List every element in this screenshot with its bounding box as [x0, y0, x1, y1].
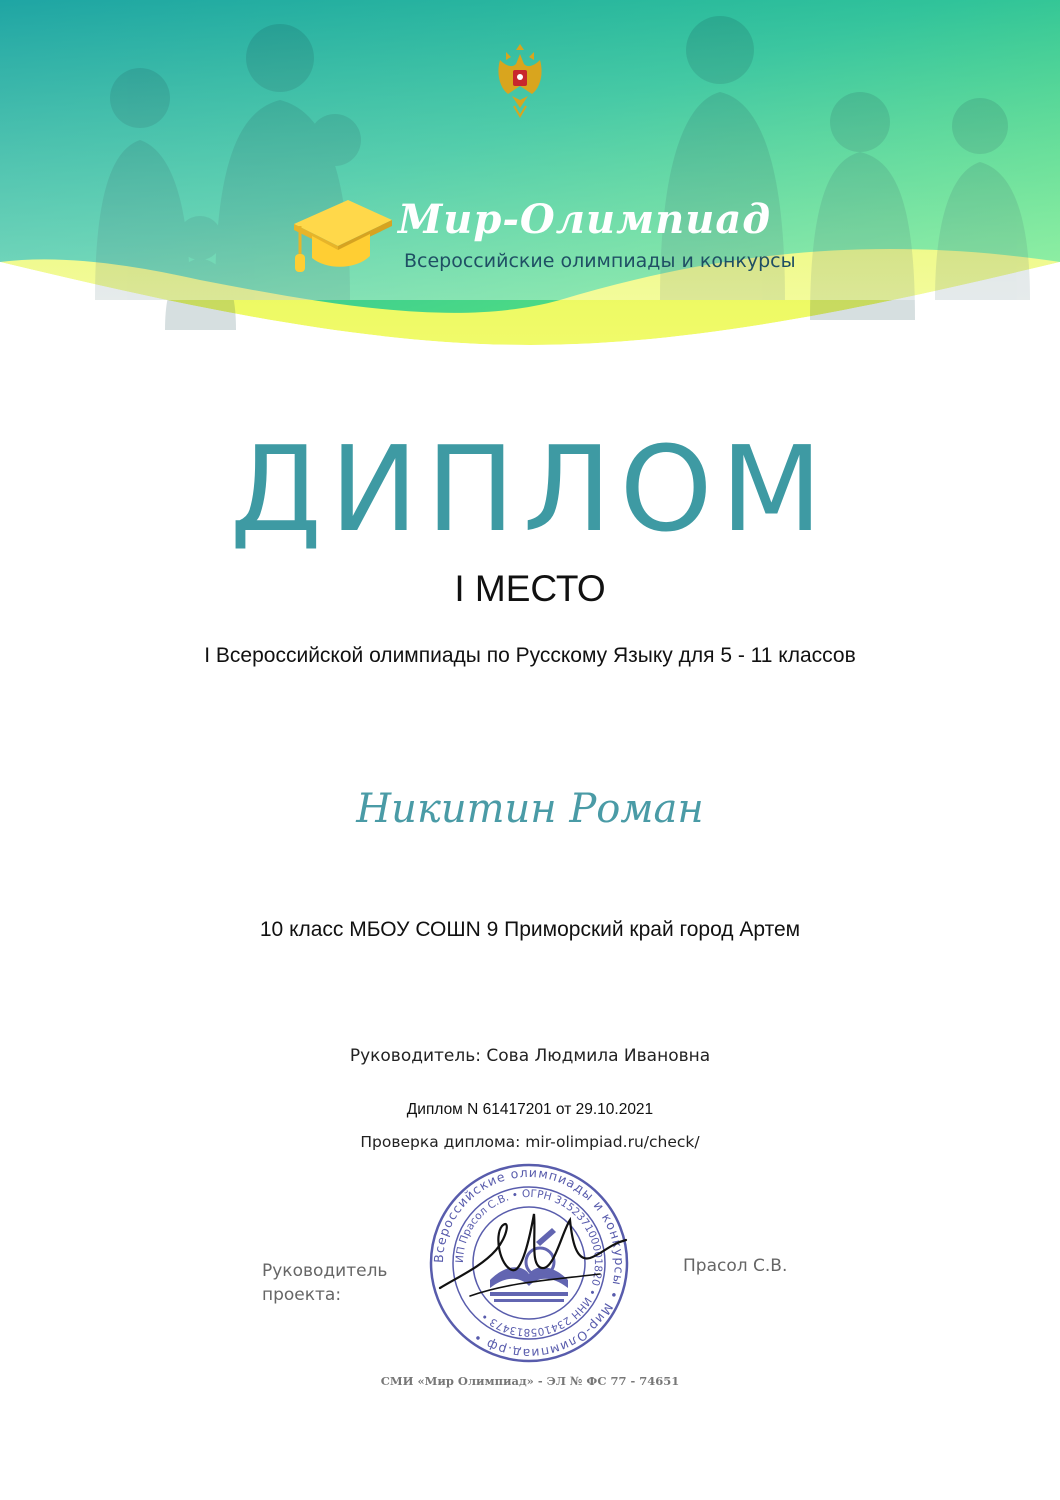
supervisor-line: Руководитель: Сова Людмила Ивановна — [349, 1046, 711, 1066]
diploma-title: ДИПЛОМ — [229, 420, 831, 558]
stamp-outer-text: Всероссийские олимпиады и конкурсы • Мир-Олимпиад.рф • — [430, 1164, 628, 1362]
student-name: Никитин Роман — [356, 786, 704, 832]
verification-line: Проверка диплома: mir-olimpiad.ru/check/ — [360, 1133, 700, 1151]
russian-coat-of-arms-icon — [494, 40, 546, 122]
diploma-number: Диплом N 61417201 от 29.10.2021 — [406, 1101, 654, 1118]
school-info: 10 класс МБОУ СОШN 9 Приморский край город Артем — [259, 918, 801, 941]
signature-icon — [430, 1196, 640, 1316]
olympiad-description: I Всероссийской олимпиады по Русскому Языку для 5 - 11 классов — [204, 644, 856, 667]
graduation-cap-icon — [286, 186, 396, 282]
logo-title: Мир-Олимпиад — [398, 196, 772, 243]
logo-subtitle: Всероссийские олимпиады и конкурсы — [404, 250, 796, 272]
project-lead-name: Прасол С.В. — [683, 1256, 788, 1276]
stamp-inner-text: ИП Прасол С.В. • ОГРН 315237100001820 • ИНН 234105813473 • — [453, 1187, 605, 1339]
place-heading: I МЕСТО — [454, 568, 606, 609]
project-lead-label: Руководитель проекта: — [262, 1261, 388, 1305]
media-registration-line: СМИ «Мир Олимпиад» - ЭЛ № ФС 77 - 74651 — [380, 1374, 680, 1388]
